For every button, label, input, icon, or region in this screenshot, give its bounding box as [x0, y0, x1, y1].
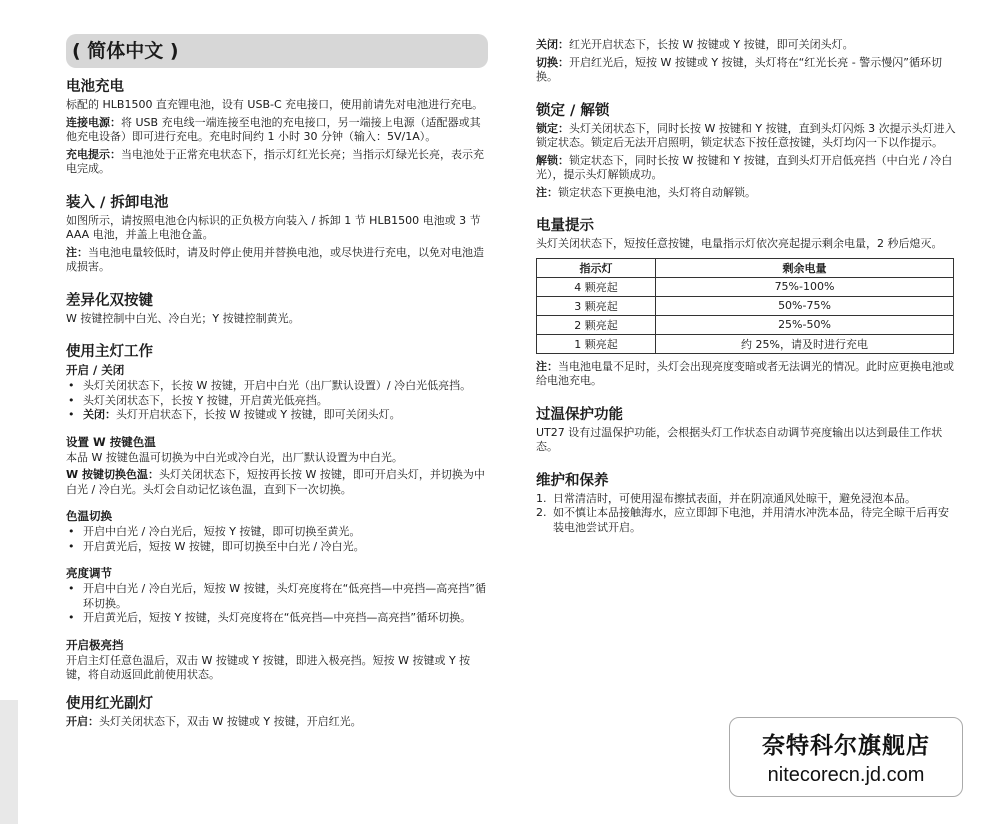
ultra-title: 开启极亮挡: [66, 637, 124, 652]
table-cell: 约 25%，请及时进行充电: [656, 334, 954, 353]
list-item: • 头灯关闭状态下，长按 Y 按键，开启黄光低亮挡。: [66, 394, 488, 409]
red-light-switch: 切换：开启红光后，短按 W 按键或 Y 按键，头灯将在“红光长亮 - 警示慢闪”循环切换。: [536, 55, 942, 83]
battery-table: [536, 258, 954, 354]
list-item: • 头灯关闭状态下，长按 W 按键，开启中白光（出厂默认设置）/ 冷白光低亮挡。: [66, 379, 488, 394]
section-main-light: [66, 343, 488, 683]
onoff-title: 开启 / 关闭: [66, 363, 125, 377]
install-note: 注：当电池电量较低时，请及时停止使用并替换电池，或尽快进行充电，以免对电池造成损害。: [66, 245, 484, 273]
table-row: [537, 334, 954, 353]
table-header: 指示灯: [537, 258, 656, 277]
dual-title: 差异化双按键: [66, 292, 153, 309]
section-red-light-cont: [536, 38, 956, 85]
store-name: 奈特科尔旗舰店: [762, 733, 930, 759]
colortemp-title: 设置 W 按键色温: [66, 434, 156, 449]
table-cell: 75%-100%: [656, 277, 954, 296]
maintenance-list: [536, 492, 956, 536]
language-header: ( 简体中文 ): [66, 34, 488, 68]
unlock-text: 解锁：锁定状态下，同时长按 W 按键和 Y 按键，直到头灯开启低亮挡（中白光 / 冷白光），提示头灯解锁成功。: [536, 153, 953, 181]
table-cell: 3 颗亮起: [537, 296, 656, 315]
list-item: • 关闭：头灯开启状态下，长按 W 按键或 Y 按键，即可关闭头灯。: [66, 408, 488, 423]
list-item: • 开启中白光 / 冷白光后，短按 Y 按键，即可切换至黄光。: [66, 525, 488, 540]
overheat-title: 过温保护功能: [536, 406, 623, 423]
install-text: 如图所示，请按照电池仓内标识的正负极方向装入 / 拆卸 1 节 HLB1500 电池或 3 节 AAA 电池，并盖上电池仓盖。: [66, 213, 481, 241]
overheat-text: UT27 设有过温保护功能，会根据头灯工作状态自动调节亮度输出以达到最佳工作状态。: [536, 425, 943, 453]
list-item: 2. 如不慎让本品接触海水，应立即卸下电池，并用清水冲洗本品，待完全晾干后再安装电池尝试开启。: [536, 506, 949, 534]
page-edge-strip: [0, 700, 18, 824]
section-overheat: [536, 406, 956, 455]
ctswitch-list: [66, 525, 488, 554]
table-header-row: [537, 258, 954, 277]
section-install: [66, 194, 488, 275]
ultra-text: 开启主灯任意色温后，双击 W 按键或 Y 按键，即进入极亮挡。短按 W 按键或 Y 按键，将自动返回此前使用状态。: [66, 653, 471, 681]
right-column: [536, 38, 956, 535]
colortemp-text: 本品 W 按键色温可切换为中白光或冷白光，出厂默认设置为中白光。: [66, 450, 403, 464]
list-item: 1. 日常清洁时，可使用湿布擦拭表面，并在阴凉通风处晾干，避免浸泡本品。: [536, 491, 916, 505]
section-maintenance: [536, 472, 956, 536]
red-light-title: 使用红光副灯: [66, 695, 153, 712]
dual-text: W 按键控制中白光、冷白光；Y 按键控制黄光。: [66, 311, 300, 325]
power-note: 注：当电池电量不足时，头灯会出现亮度变暗或者无法调光的情况。此时应更换电池或给电池充电。: [536, 359, 954, 387]
main-light-title: 使用主灯工作: [66, 344, 153, 360]
colortemp-switch: W 按键切换色温：头灯关闭状态下，短按再长按 W 按键，即可开启头灯，并切换为中白光 / 冷白光。头灯会自动记忆该色温，直到下一次切换。: [66, 468, 485, 496]
charging-intro: 标配的 HLB1500 直充锂电池，设有 USB-C 充电接口，使用前请先对电池进行充电。: [66, 98, 484, 111]
table-cell: 4 颗亮起: [537, 277, 656, 296]
ctswitch-title: 色温切换: [66, 509, 112, 523]
maintenance-title: 维护和保养: [536, 472, 609, 489]
table-cell: 2 颗亮起: [537, 315, 656, 334]
store-url: nitecorecn.jd.com: [767, 764, 925, 786]
red-light-off: 关闭：红光开启状态下，长按 W 按键或 Y 按键，即可关闭头灯。: [536, 38, 854, 51]
section-dual-buttons: [66, 292, 488, 327]
section-charging: [66, 78, 488, 177]
section-lock: [536, 102, 956, 201]
brightness-list: [66, 582, 488, 626]
table-row: [537, 277, 954, 296]
lock-title: 锁定 / 解锁: [536, 102, 610, 119]
lock-text: 锁定：头灯关闭状态下，同时长按 W 按键和 Y 按键，直到头灯闪烁 3 次提示头灯进入锁定状态。锁定后无法开启照明，锁定状态下按任意按键，头灯均闪一下以作提示。: [536, 121, 956, 149]
brightness-title: 亮度调节: [66, 566, 112, 580]
table-cell: 1 颗亮起: [537, 334, 656, 353]
power-text: 头灯关闭状态下，短按任意按键，电量指示灯依次亮起提示剩余电量，2 秒后熄灭。: [536, 237, 943, 250]
table-row: [537, 296, 954, 315]
table-header: 剩余电量: [656, 258, 954, 277]
red-light-on: 开启：头灯关闭状态下，双击 W 按键或 Y 按键，开启红光。: [66, 714, 362, 728]
table-cell: 50%-75%: [656, 296, 954, 315]
install-title: 装入 / 拆卸电池: [66, 194, 169, 211]
charging-title: 电池充电: [66, 79, 124, 95]
store-watermark: [729, 717, 963, 797]
list-item: • 开启黄光后，短按 Y 按键，头灯亮度将在“低亮挡—中亮挡—高亮挡”循环切换。: [66, 611, 488, 626]
list-item: • 开启黄光后，短按 W 按键，即可切换至中白光 / 冷白光。: [66, 540, 488, 555]
list-item: • 开启中白光 / 冷白光后，短按 W 按键，头灯亮度将在“低亮挡—中亮挡—高亮挡”循环切换。: [66, 582, 488, 611]
table-row: [537, 315, 954, 334]
section-power: [536, 217, 956, 389]
charging-connect: 连接电源：将 USB 充电线一端连接至电池的充电接口，另一端接上电源（适配器或其他充电设备）即可进行充电。充电时间约 1 小时 30 分钟（输入：5V/1A）。: [66, 115, 481, 143]
table-cell: 25%-50%: [656, 315, 954, 334]
charging-hint: 充电提示：当电池处于正常充电状态下，指示灯红光长亮；当指示灯绿光长亮，表示充电完成。: [66, 147, 484, 175]
onoff-list: [66, 379, 488, 423]
lock-note: 注：锁定状态下更换电池，头灯将自动解锁。: [536, 185, 756, 199]
left-column: [66, 34, 488, 732]
power-title: 电量提示: [536, 218, 594, 234]
section-red-light-start: [66, 695, 488, 730]
